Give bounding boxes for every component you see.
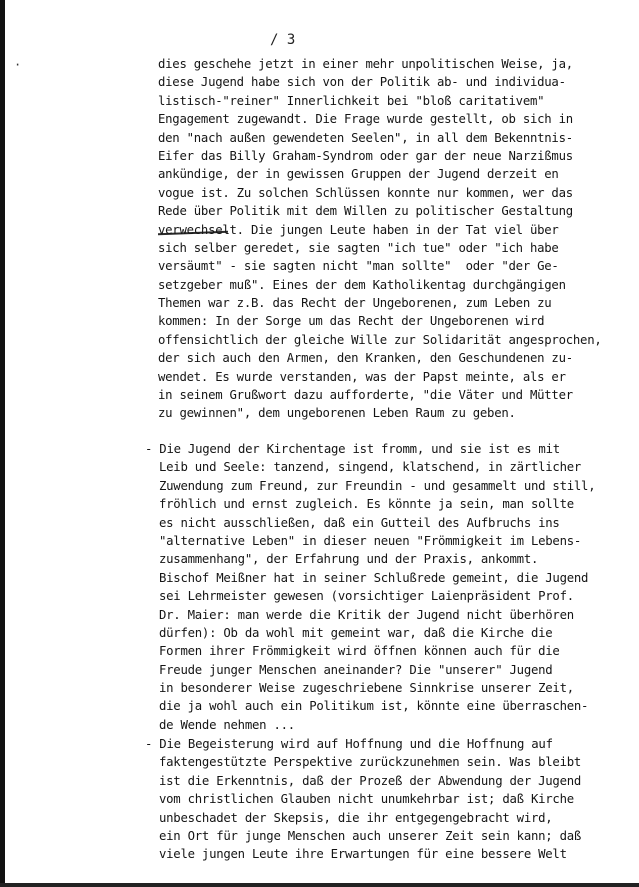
text-line: faktengestützte Perspektive zurückzunehmen sein. Was bleibt xyxy=(159,755,582,770)
text-line: dies geschehe jetzt in einer mehr unpolitischen Weise, ja, xyxy=(158,57,573,71)
text-line: "alternative Leben" in dieser neuen "Frömmigkeit im Lebens- xyxy=(159,533,582,548)
text-line: Engagement zugewandt. Die Frage wurde gestellt, ob sich in xyxy=(158,112,573,127)
text-line: wendet. Es wurde verstanden, was der Papst meinte, als er xyxy=(158,369,566,384)
text-line: Freude junger Menschen aneinander? Die "unserer" Jugend xyxy=(159,662,553,677)
text-line: die ja wohl auch ein Politikum ist, könnte eine überraschen- xyxy=(159,699,589,714)
paragraph-2-bullet xyxy=(145,440,615,734)
text-line: Formen ihrer Frömmigkeit wird öffnen können auch für die xyxy=(159,644,560,659)
text-line: den "nach außen gewendeten Seelen", in all dem Bekenntnis- xyxy=(158,130,573,145)
margin-mark: · xyxy=(14,58,22,72)
text-line: versäumt" - sie sagten nicht "man sollte" oder "der Ge- xyxy=(158,259,559,274)
text-line: es nicht ausschließen, daß ein Gutteil des Aufbruchs ins xyxy=(159,515,560,530)
text-line: vogue ist. Zu solchen Schlüssen konnte nur kommen, wer das xyxy=(158,185,573,200)
paragraph-1 xyxy=(158,55,613,423)
text-line: kommen: In der Sorge um das Recht der Ungeborenen wird xyxy=(158,314,545,329)
text-line: der sich auch den Armen, den Kranken, den Geschundenen zu- xyxy=(158,351,573,366)
text-line: viele jungen Leute ihre Erwartungen für eine bessere Welt xyxy=(159,847,567,862)
text-line: verwechselt. Die jungen Leute haben in der Tat viel über xyxy=(158,222,559,237)
text-line: - Die Begeisterung wird auf Hoffnung und die Hoffnung auf xyxy=(145,737,553,751)
text-line: ein Ort für junge Menschen auch unserer Zeit sein kann; daß xyxy=(159,828,582,843)
text-line: - Die Jugend der Kirchentage ist fromm, und sie ist es mit xyxy=(145,442,560,456)
text-line: sei Lehrmeister gewesen (vorsichtiger Laienpräsident Prof. xyxy=(159,589,574,604)
text-line: Leib und Seele: tanzend, singend, klatschend, in zärtlicher xyxy=(159,460,582,475)
text-line: fröhlich und ernst zugleich. Es könnte ja sein, man sollte xyxy=(159,497,574,512)
text-line: ist die Erkenntnis, daß der Prozeß der Abwendung der Jugend xyxy=(159,773,582,788)
text-line: ankündige, der in gewissen Gruppen der Jugend derzeit en xyxy=(158,167,559,182)
paragraph-3-bullet xyxy=(145,735,615,864)
text-line: unbeschadet der Skepsis, die ihr entgegengebracht wird, xyxy=(159,810,553,825)
scan-edge-bottom xyxy=(0,883,639,887)
text-line: sich selber geredet, sie sagten "ich tue" oder "ich habe xyxy=(158,240,559,255)
text-line: in seinem Grußwort dazu aufforderte, "die Väter und Mütter xyxy=(158,388,573,403)
text-line: listisch-"reiner" Innerlichkeit bei "bloß caritativem" xyxy=(158,93,545,108)
text-line: dürfen): Ob da wohl mit gemeint war, daß die Kirche die xyxy=(159,625,553,640)
text-line: vom christlichen Glauben nicht unumkehrbar ist; daß Kirche xyxy=(159,792,574,807)
text-line: Bischof Meißner hat in seiner Schlußrede gemeint, die Jugend xyxy=(159,570,589,585)
text-line: Eifer das Billy Graham-Syndrom oder gar der neue Narzißmus xyxy=(158,148,573,163)
text-line: Rede über Politik mit dem Willen zu politischer Gestaltung xyxy=(158,204,573,219)
text-line: offensichtlich der gleiche Wille zur Solidarität angesprochen, xyxy=(158,332,602,347)
page-number: / 3 xyxy=(270,32,296,48)
text-line: zu gewinnen", dem ungeborenen Leben Raum zu geben. xyxy=(158,406,516,421)
text-line: zusammenhang", der Erfahrung und der Praxis, ankommt. xyxy=(159,552,539,567)
text-line: diese Jugend habe sich von der Politik ab- und individua- xyxy=(158,75,566,90)
text-line: in besonderer Weise zugeschriebene Sinnkrise unserer Zeit, xyxy=(159,681,574,696)
scan-edge-left xyxy=(0,0,5,887)
text-line: Themen war z.B. das Recht der Ungeborenen, zum Leben zu xyxy=(158,296,552,311)
text-line: Zuwendung zum Freund, zur Freundin - und gesammelt und still, xyxy=(159,478,596,493)
text-line: de Wende nehmen ... xyxy=(159,717,295,732)
text-line: Dr. Maier: man werde die Kritik der Jugend nicht überhören xyxy=(159,607,574,622)
text-line: setzgeber muß". Eines der dem Katholikentag durchgängigen xyxy=(158,277,566,292)
